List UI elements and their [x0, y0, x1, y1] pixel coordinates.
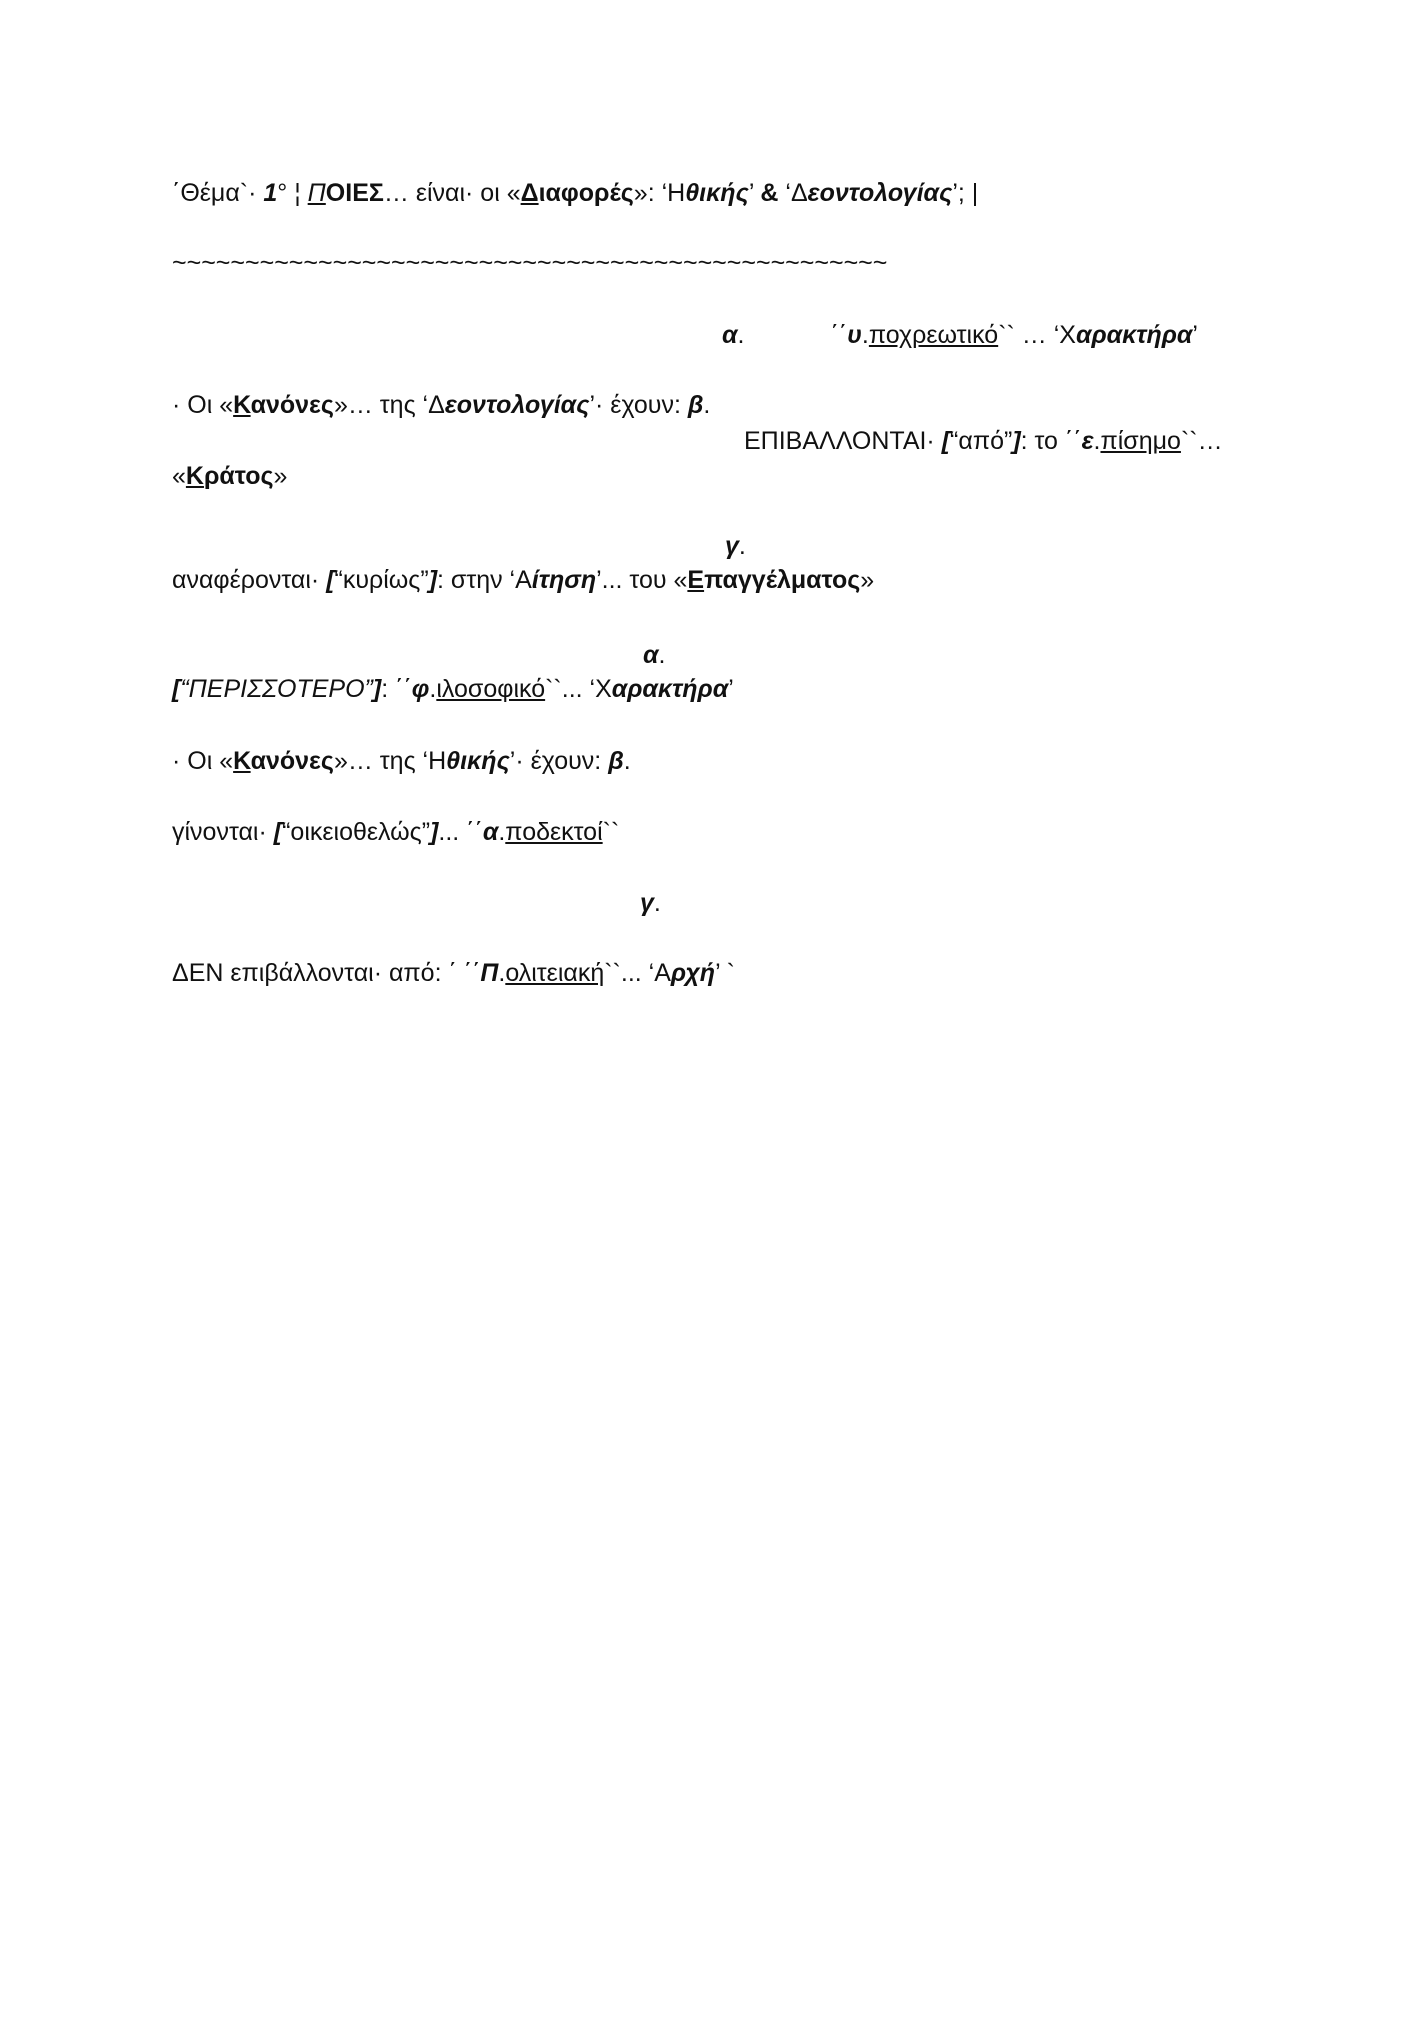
epaggelmatos-initial: Ε: [687, 566, 705, 594]
bracket: ]: [428, 566, 438, 594]
heading-text-2: »: ‘Η: [633, 179, 686, 207]
heading-separator: ° ¦: [277, 179, 308, 207]
quote-mark: ΄΄: [395, 675, 412, 703]
kanones-initial: Κ: [233, 391, 251, 419]
arxi: ρχή: [670, 959, 716, 987]
heading-text-4: ‘Δ: [778, 179, 808, 207]
heading-diaf-initial: Δ: [520, 179, 539, 207]
heading-poies-initial: Π: [307, 179, 326, 207]
kratos-line: [172, 461, 287, 491]
punct: .: [1093, 427, 1101, 455]
ethics-rule-b: [172, 817, 619, 847]
ethics-rule-a-marker-line: [643, 640, 665, 670]
ethics-rule-g: [172, 958, 735, 988]
kanones: ανόνες: [250, 391, 334, 419]
punct: .: [429, 675, 437, 703]
letter: Π: [480, 959, 499, 987]
bracket: [: [172, 675, 181, 703]
punct: .: [658, 641, 666, 669]
deont-rule-a-word: ποχρεωτικό: [868, 321, 999, 349]
deont-rule-b-quote: “από”: [950, 427, 1013, 455]
text: ΕΠΙΒΑΛΛΟΝΤΑΙ·: [744, 427, 942, 455]
text: »… της ‘Δ: [333, 391, 445, 419]
heading-text: … είναι· οι «: [383, 179, 521, 207]
ethics-rule-a-charaktira: αρακτήρα: [611, 675, 729, 703]
punct: .: [703, 391, 711, 419]
heading-text-3: ’: [748, 179, 761, 207]
quote-mark: ΄΄: [463, 959, 481, 987]
letter: φ: [411, 675, 430, 703]
text: :: [381, 675, 396, 703]
heading-ithikis: θικής: [685, 179, 749, 207]
heading-prefix: ΄Θέμα`·: [172, 179, 264, 207]
punct: »: [273, 462, 288, 490]
punct: .: [498, 818, 506, 846]
bracket: [: [273, 818, 283, 846]
kratos-initial: Κ: [185, 462, 204, 490]
heading-end: ’; |: [952, 179, 979, 207]
punct: .: [653, 889, 661, 917]
letter: ε: [1081, 427, 1094, 455]
text: ``... ‘Α: [604, 959, 671, 987]
ethics-rule-a-marker: α: [643, 641, 659, 669]
punct: »: [860, 566, 875, 594]
text: ’· έχουν:: [589, 391, 688, 419]
letter: α: [482, 818, 499, 846]
text: ``: [602, 818, 620, 846]
punct: .: [738, 532, 746, 560]
heading-deontologias: εοντολογίας: [807, 179, 953, 207]
bracket: [: [326, 566, 335, 594]
deont-rule-g-quote: “κυρίως”: [334, 566, 429, 594]
text: ``…: [1180, 427, 1223, 455]
ethics-rule-g-marker-line: [640, 888, 661, 918]
aitisi: ίτηση: [531, 566, 597, 594]
punct: .: [623, 747, 631, 775]
text: `` … ‘Χ: [998, 321, 1076, 349]
text: : το: [1020, 427, 1065, 455]
bracket: ]: [1012, 427, 1021, 455]
ethics-rule-g-word: ολιτειακή: [505, 959, 605, 987]
question-number: 1: [263, 179, 278, 207]
ethics-rule-b-word: ποδεκτοί: [505, 818, 603, 846]
deont-rule-a: [722, 320, 1198, 350]
deont-rule-g-marker-line: [725, 531, 746, 561]
deont-rule-b-word: πίσημο: [1100, 427, 1181, 455]
ethics-rule-a-word: ιλοσοφικό: [436, 675, 546, 703]
text: · Οι «: [172, 391, 234, 419]
deont-rule-b-marker: β: [687, 391, 704, 419]
punct: .: [861, 321, 869, 349]
text: ’... του «: [596, 566, 688, 594]
ethics-rule-b-quote: “οικειοθελώς”: [282, 818, 431, 846]
quote-mark: ΄΄: [830, 321, 848, 349]
tilde-separator: ~~~~~~~~~~~~~~~~~~~~~~~~~~~~~~~~~~~~~~~~~~~~~~~~~: [172, 249, 888, 277]
deont-rule-a-marker: α: [722, 321, 738, 349]
text: αναφέρονται·: [172, 566, 327, 594]
text: ’· έχουν:: [509, 747, 609, 775]
deont-rule-g: [172, 565, 874, 595]
bracket: ]: [430, 818, 439, 846]
deont-rule-a-charaktira: αρακτήρα: [1075, 321, 1193, 349]
question-heading: [172, 178, 978, 208]
ithikis: θικής: [446, 747, 510, 775]
deontologias: εοντολογίας: [444, 391, 590, 419]
ethics-rules-line: [172, 746, 631, 776]
ethics-rule-a: [172, 674, 734, 704]
text: · Οι «: [172, 747, 234, 775]
kratos: ράτος: [203, 462, 274, 490]
text: ...: [438, 818, 467, 846]
text: »… της ‘Η: [333, 747, 447, 775]
deont-rule-b: [744, 426, 1223, 456]
heading-poies: ΟΙΕΣ: [325, 179, 384, 207]
punct: «: [172, 462, 186, 490]
punct: ’: [1192, 321, 1198, 349]
quote-mark: ΄΄: [466, 818, 483, 846]
ethics-rule-a-quote: “ΠΕΡΙΣΣΟΤΕΡΟ”: [180, 675, 373, 703]
bracket: [: [941, 427, 951, 455]
text: γίνονται·: [172, 818, 274, 846]
text: ΔΕΝ επιβάλλονται· από: ΄: [172, 959, 464, 987]
bracket: ]: [372, 675, 382, 703]
ethics-rule-g-marker: γ: [640, 889, 654, 917]
ethics-rule-b-marker: β: [608, 747, 624, 775]
punct: .: [498, 959, 506, 987]
deont-rule-g-marker: γ: [725, 532, 739, 560]
epaggelmatos: παγγέλματος: [704, 566, 861, 594]
punct: ’ `: [715, 959, 735, 987]
punct: ’: [728, 675, 734, 703]
text: : στην ‘Α: [437, 566, 532, 594]
heading-diafores: ιαφορές: [538, 179, 634, 207]
heading-ampersand: &: [760, 179, 779, 207]
letter: υ: [847, 321, 862, 349]
punct: .: [737, 321, 745, 349]
kanones-initial: Κ: [233, 747, 251, 775]
quote-mark: ΄΄: [1064, 427, 1082, 455]
kanones: ανόνες: [250, 747, 334, 775]
deont-rules-line: [172, 390, 710, 420]
text: ``... ‘Χ: [545, 675, 612, 703]
